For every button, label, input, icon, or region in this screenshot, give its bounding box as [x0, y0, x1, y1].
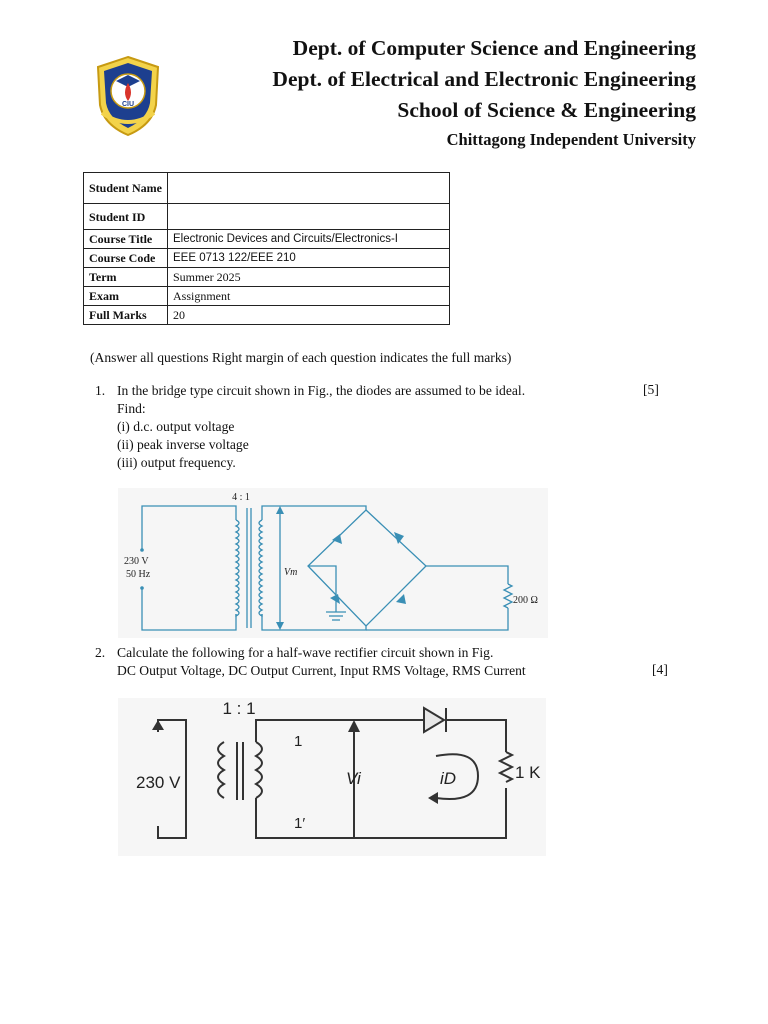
student-info-table [83, 172, 450, 325]
university-logo [92, 55, 164, 137]
fig1-turns-ratio: 4 : 1 [232, 492, 250, 503]
fig2-load: 1 K [515, 763, 541, 782]
question-1 [95, 382, 526, 470]
instructions: (Answer all questions Right margin of each question indicates the full marks) [90, 350, 512, 365]
half-wave-rectifier-figure [118, 698, 546, 856]
exam-value: Assignment [168, 287, 450, 306]
question-2 [95, 644, 526, 678]
question-1-line: Find: [117, 401, 146, 416]
question-1-line: (iii) output frequency. [117, 455, 236, 470]
term-label: Term [84, 268, 168, 287]
full-marks-value: 20 [168, 306, 450, 325]
question-1-marks: [5] [643, 382, 659, 397]
fig2-terminal-bottom: 1′ [294, 815, 306, 832]
course-title-value: Electronic Devices and Circuits/Electronics-I [168, 230, 450, 249]
term-value: Summer 2025 [168, 268, 450, 287]
full-marks-label: Full Marks [84, 306, 168, 325]
bridge-rectifier-figure [118, 488, 548, 638]
course-code-label: Course Code [84, 249, 168, 268]
student-id-label: Student ID [84, 204, 168, 230]
course-code-value: EEE 0713 122/EEE 210 [168, 249, 450, 268]
question-1-line: (i) d.c. output voltage [117, 419, 235, 434]
fig2-input-label: Vi [346, 769, 361, 788]
school-heading: School of Science & Engineering [397, 98, 696, 122]
question-1-line: In the bridge type circuit shown in Fig., the diodes are assumed to be ideal. [117, 383, 526, 398]
question-1-number: 1. [95, 383, 106, 398]
dept-eee-heading: Dept. of Electrical and Electronic Engineering [272, 67, 696, 91]
fig1-source-frequency: 50 Hz [126, 569, 151, 580]
fig1-secondary-label: Vm [284, 567, 298, 578]
fig2-terminal-top: 1 [294, 733, 303, 750]
fig2-current-label: iD [440, 769, 457, 788]
exam-label: Exam [84, 287, 168, 306]
fig2-turns-ratio: 1 : 1 [222, 699, 256, 718]
dept-cse-heading: Dept. of Computer Science and Engineering [292, 36, 696, 60]
question-2-marks: [4] [652, 662, 668, 677]
course-title-label: Course Title [84, 230, 168, 249]
logo-text: CIU [121, 101, 135, 108]
fig1-source-voltage: 230 V [124, 556, 149, 567]
student-name-label: Student Name [84, 173, 168, 204]
question-2-number: 2. [95, 645, 106, 660]
student-id-value[interactable] [168, 204, 450, 230]
fig2-source-voltage: 230 V [136, 773, 181, 792]
question-2-line: Calculate the following for a half-wave rectifier circuit shown in Fig. [117, 645, 494, 660]
question-2-line: DC Output Voltage, DC Output Current, Input RMS Voltage, RMS Current [117, 663, 526, 678]
student-name-value[interactable] [168, 173, 450, 204]
fig1-load: 200 Ω [513, 595, 538, 606]
university-heading: Chittagong Independent University [446, 130, 696, 149]
question-1-line: (ii) peak inverse voltage [117, 437, 249, 452]
